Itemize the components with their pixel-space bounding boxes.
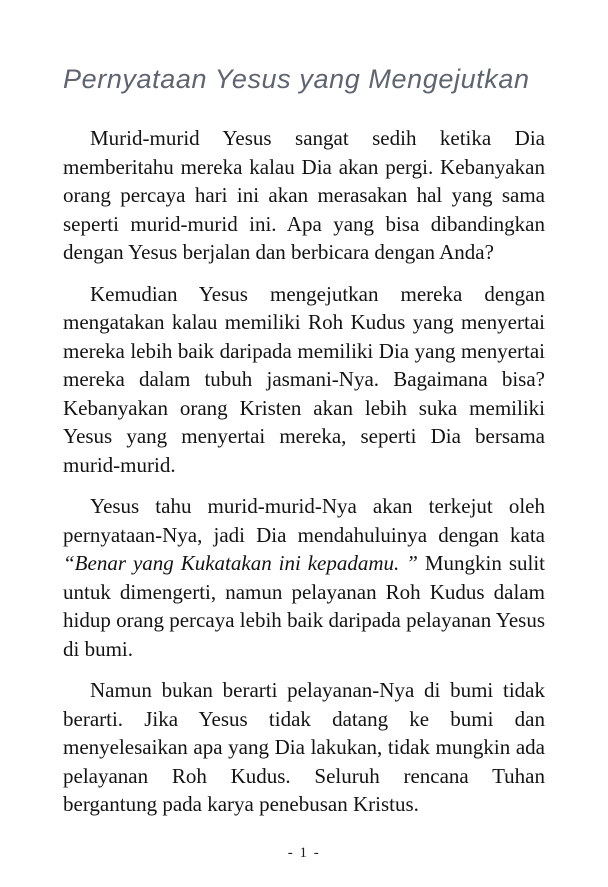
chapter-heading: Pernyataan Yesus yang Mengejutkan — [63, 64, 530, 94]
paragraph-3 — [63, 492, 545, 663]
paragraph-1: Murid-murid Yesus sangat sedih ketika Dia memberitahu mereka kalau Dia akan pergi. Kebanyakan orang percaya hari ini akan merasakan hal yang sama seperti murid-murid ini. Apa yang bisa dibandingkan dengan Yesus berjalan dan berbicara dengan Anda? — [63, 126, 545, 264]
paragraph-3-tail: Mungkin sulit untuk dimengerti, namun pelayanan Roh Kudus dalam hidup orang percaya lebih baik daripada pelayanan Yesus di bumi. — [63, 551, 545, 661]
page-number: - 1 - — [287, 845, 321, 861]
scripture-quote: “Benar yang Kukatakan ini kepadamu. ” — [63, 551, 418, 575]
body-text — [63, 124, 545, 832]
paragraph-4: Namun bukan berarti pelayanan-Nya di bumi tidak berarti. Jika Yesus tidak datang ke bumi dan menyelesaikan apa yang Dia lakukan, tidak mungkin ada pelayanan Roh Kudus. Seluruh rencana Tuhan bergantung pada karya penebusan Kristus. — [63, 678, 545, 816]
paragraph-3-lead: Yesus tahu murid-murid-Nya akan terkejut oleh pernyataan-Nya, jadi Dia mendahuluinya dengan kata — [63, 494, 545, 547]
paragraph-2: Kemudian Yesus mengejutkan mereka dengan mengatakan kalau memiliki Roh Kudus yang menyertai mereka lebih baik daripada memiliki Dia yang menyertai mereka dalam tubuh jasmani-Nya. Bagaimana bisa? Kebanyakan orang Kristen akan lebih suka memiliki Yesus yang menyertai mereka, seperti Dia bersama murid-murid. — [63, 281, 545, 477]
